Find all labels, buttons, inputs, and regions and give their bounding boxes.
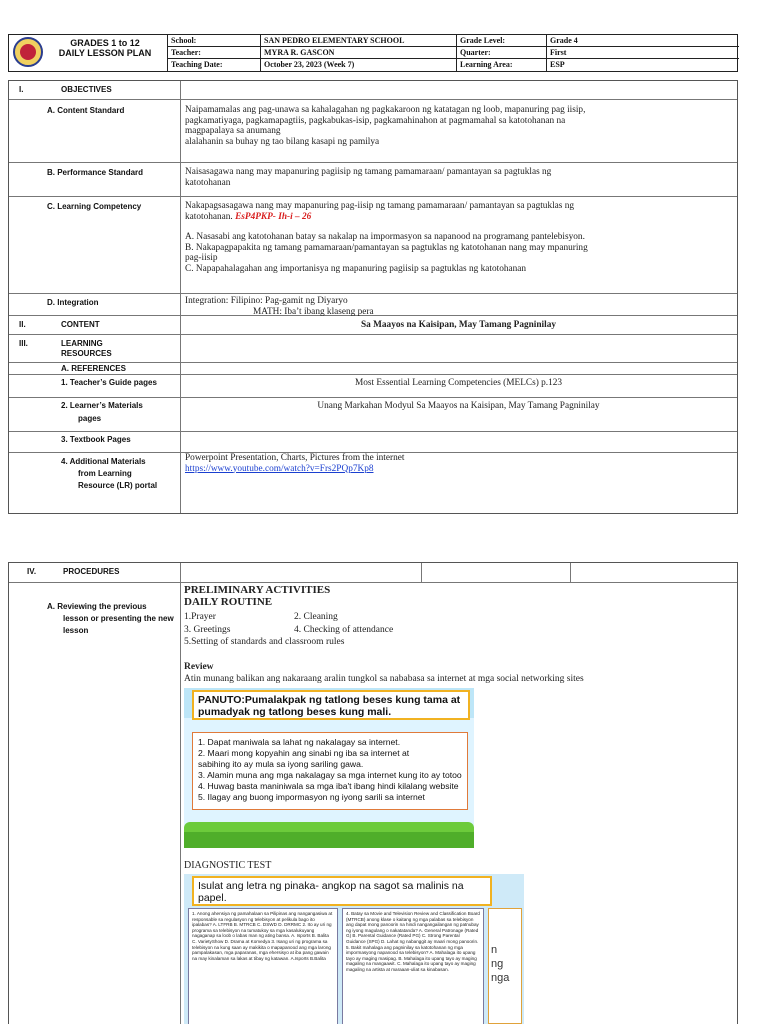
- objectives-title: OBJECTIVES: [61, 85, 112, 94]
- reviewing-lesson-label: A. Reviewing the previous lesson or presenting the new lesson: [47, 602, 174, 635]
- objectives-table: [8, 80, 738, 514]
- objectives-num: I.: [19, 85, 24, 94]
- review-activity-card: [184, 688, 474, 848]
- back-sheet: n ng nga: [488, 908, 522, 1024]
- teacher-value: MYRA R. GASCON: [261, 47, 457, 59]
- review-heading: Review: [184, 662, 214, 672]
- content-standard-label: A. Content Standard: [47, 106, 125, 115]
- performance-standard-text: Naisasagawa nang may mapanuring pagiisip ng tamang pamamaraan/ pamantayan sa pagtuklas ng katotohanan: [185, 167, 552, 188]
- teachers-guide-label: 1. Teacher’s Guide pages: [61, 378, 157, 387]
- review-statements: 1. Dapat maniwala sa lahat ng nakalagay sa internet. 2. Maari mong kopyahin ang sinabi ng iba sa internet at sabihing ito ay mula sa iyong sariling gawa. 3. Alamin muna ang mga nakalagay sa mga internet kung ito ay totoo 4. Huwag basta maniniwala sa mga iba't ibang hindi kilalang website 5. Ilagay ang buong impormasyon ng iyong sarili sa internet: [192, 732, 468, 810]
- daily-routine-list: 1.Prayer 2. Cleaning 3. Greetings 4. Checking of attendance 5.Setting of standards and classroom rules: [184, 612, 394, 647]
- routine-heading: DAILY ROUTINE: [184, 596, 273, 608]
- integration-text: Integration: Filipino: Pag-gamit ng Diyaryo MATH: Iba’t ibang klaseng pera: [185, 296, 374, 317]
- youtube-link[interactable]: https://www.youtube.com/watch?v=Frs2PQp7Kp8: [185, 463, 374, 474]
- diagnostic-test-card: [184, 874, 524, 1024]
- learning-competency-label: C. Learning Competency: [47, 202, 142, 211]
- school-label: School:: [168, 35, 261, 47]
- references-label: A. REFERENCES: [61, 364, 126, 373]
- learners-materials-value: Unang Markahan Modyul Sa Maayos na Kaisipan, May Tamang Pagninilay: [317, 401, 600, 411]
- grade-level-label: Grade Level:: [457, 35, 547, 47]
- content-standard-text: Naipamamalas ang pag-unawa sa kahalagahan ng pagkakaroon ng katatagan ng loob, mapanuring pag iisip, pagkamatiyaga, pagkamapagtiis, pagkabukas-isip, pagkamahinahon at pagmamahal sa katotohanan na magpapalaya sa anumang alalahanin sa buhay ng tao bilang kasapi ng pamilya: [185, 105, 586, 147]
- resources-num: III.: [19, 339, 28, 348]
- teachers-guide-row: [9, 375, 737, 398]
- area-value: ESP: [550, 60, 565, 69]
- procedures-title: PROCEDURES: [63, 567, 120, 576]
- quarter-label: Quarter:: [457, 47, 547, 59]
- resources-heading-row: [9, 335, 737, 363]
- header-row-date: [168, 59, 739, 71]
- header-info-grid: [167, 35, 738, 71]
- additional-materials-row: [9, 453, 737, 513]
- header-title-line2: DAILY LESSON PLAN: [58, 48, 152, 58]
- school-value: SAN PEDRO ELEMENTARY SCHOOL: [261, 35, 457, 47]
- panuto-instruction: PANUTO:Pumalakpak ng tatlong beses kung tama at pumadyak ng tatlong beses kung mali.: [192, 690, 470, 720]
- competency-code: EsP4PKP- Ih-i – 26: [235, 211, 312, 222]
- diagnostic-instruction: Isulat ang letra ng pinaka- angkop na sagot sa malinis na papel.: [192, 876, 492, 906]
- grade-level-value: Grade 4: [550, 36, 578, 45]
- integration-label: D. Integration: [47, 298, 99, 307]
- learners-materials-label: 2. Learner’s Materials pages: [61, 401, 143, 423]
- diagnostic-questions-right: 4. Batay sa Movie and Television Review and Classification Board (MTRCB) anong klase o kaitang ng mga palabas sa telebisyon ang dapat mong panoorin na hindi nangangailangan ng patnubay ng iyong magulang o nakatatanda? A. General Patronage (Rated G) B. Parental Guidance (Rated PG) C. Strong Parental Guidance (SPG) D. Lahat ng nabanggit ay maari mong panoorin. 5. Bakit mahalaga ang pagninilay sa katotohanan ng mga impormasyong napanood sa telebisyon? A. Mahalaga ito upang tayo ay maging masipag. B. Mahalaga ito upang tayo ay maging magaling na mangaawit. C. Mahalaga ito upang tayo ay maging magaling na artista at maraaan-uliat sa kinabasan.: [342, 908, 484, 1024]
- content-title: CONTENT: [61, 320, 100, 329]
- performance-standard-row: [9, 163, 737, 197]
- teacher-label: Teacher:: [168, 47, 261, 59]
- learning-competency-row: [9, 197, 737, 294]
- references-row: [9, 363, 737, 375]
- textbook-label: 3. Textbook Pages: [61, 435, 131, 444]
- diagnostic-title: DIAGNOSTIC TEST: [184, 860, 272, 871]
- header-title-line1: GRADES 1 to 12: [70, 38, 140, 48]
- area-label: Learning Area:: [457, 59, 547, 71]
- deped-seal-icon: [13, 37, 43, 67]
- content-num: II.: [19, 320, 26, 329]
- review-text: Atin munang balikan ang nakaraang aralin tungkol sa nababasa sa internet at mga social networking sites: [184, 674, 584, 684]
- additional-materials-text: Powerpoint Presentation, Charts, Pictures from the internet https://www.youtube.com/watch?v=Frs2PQp7Kp8: [185, 453, 733, 474]
- date-label: Teaching Date:: [168, 59, 261, 71]
- objectives-heading-row: [9, 81, 737, 100]
- teachers-guide-value: Most Essential Learning Competencies (MELCs) p.123: [354, 378, 563, 388]
- review-section: [184, 661, 724, 685]
- procedures-heading-row: [9, 563, 737, 583]
- learners-materials-row: [9, 398, 737, 432]
- procedures-num: IV.: [27, 567, 37, 576]
- lesson-plan-header: [8, 34, 738, 72]
- resources-title: LEARNING RESOURCES: [61, 339, 112, 358]
- date-value: October 23, 2023 (Week 7): [261, 59, 457, 71]
- quarter-value: First: [550, 48, 567, 57]
- header-title: [49, 38, 161, 58]
- learning-competency-text: Nakapagsasagawa nang may mapanuring pag-iisip ng tamang pamamaraan/ pamantayan sa pagtuklas ng katotohanan. EsP4PKP- Ih-i – 26 A. Nasasabi ang katotohanan batay sa nakalap na impormasyon sa napanood na programang pantelebisyon. B. Nakapagpapakita ng tamang pamamaraan/pamantayan sa pagtuklas ng katotohanan nang may mpanuring pag-iisip C. Napapahalagahan ang importanisya ng mapanuring pagiisip sa pagtuklas ng katotohanan: [185, 201, 588, 274]
- header-row-teacher: [168, 47, 739, 59]
- performance-standard-label: B. Performance Standard: [47, 168, 144, 177]
- content-value: Sa Maayos na Kaisipan, May Tamang Pagninilay: [360, 320, 557, 330]
- prelim-heading: PRELIMINARY ACTIVITIES: [184, 584, 331, 596]
- integration-row: [9, 294, 737, 316]
- textbook-row: [9, 432, 737, 453]
- diagnostic-questions-left: 1. Anong ahensiya ng pamahalaan sa Pilipinas ang nangangasiwa at responsable sa regulasyon ng telebisyon at pelikula bago ito ipalabas? A. LTFRB B. MTRCB C. DSWD D. DRRMC 2. Ito ay uri ng programa sa telebisyon na tumatukoy sa mga kasalukuyang nagaganap sa loob o labas man ng ating bansa. A. Isports B. Balita C. VarietyShow D. Drama at Komedya 3. Isang uri ng programa sa telebisyon na kung saan ay makikita o mapapanood ang mga larong pampalakasan, mga paparanas, mga ehersisyo at iba pang gawain na may kinalaman sa lakas at tibay ng katawan. A.Isports B.Balita: [188, 908, 338, 1024]
- content-row: [9, 316, 737, 335]
- preliminary-activities: [184, 584, 724, 608]
- content-standard-row: [9, 100, 737, 163]
- additional-materials-label: 4. Additional Materials from Learning Resource (LR) portal: [61, 457, 158, 490]
- header-row-school: [168, 35, 739, 47]
